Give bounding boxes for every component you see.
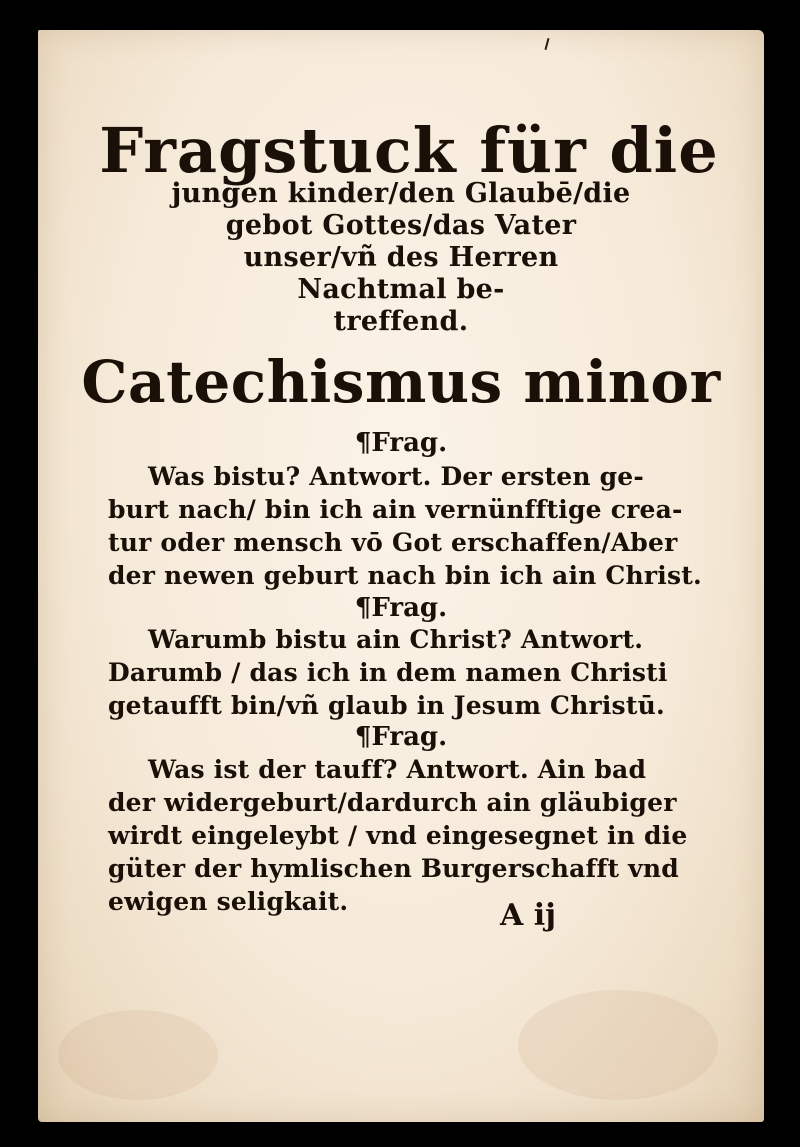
body-line: Darumb / das ich in dem namen Christi bbox=[108, 658, 668, 687]
title-line: treffend. bbox=[333, 306, 469, 337]
body-line: getaufft bin/vñ glaub in Jesum Christū. bbox=[108, 691, 665, 720]
body-line: wirdt eingeleybt / vnd eingesegnet in die bbox=[108, 821, 688, 850]
title-main: Fragstuck für die bbox=[99, 114, 719, 187]
paper-stain bbox=[518, 990, 718, 1100]
body-line: der widergeburt/dardurch ain gläubiger bbox=[108, 788, 677, 817]
title-line: unser/vñ des Herren bbox=[243, 242, 559, 273]
body-line: Was bistu? Antwort. Der ersten ge- bbox=[148, 462, 644, 491]
paper-stain bbox=[58, 1010, 218, 1100]
book-page bbox=[38, 30, 764, 1122]
body-line: tur oder mensch vō Got erschaffen/Aber bbox=[108, 528, 678, 557]
body-line: güter der hymlischen Burgerschafft vnd bbox=[108, 854, 679, 883]
signature-mark: A ij bbox=[500, 898, 556, 933]
section-heading: ¶Frag. bbox=[354, 722, 448, 752]
body-line: der newen geburt nach bin ich ain Christ. bbox=[108, 561, 702, 590]
subtitle: Catechismus minor bbox=[81, 348, 721, 416]
title-line: gebot Gottes/das Vater bbox=[225, 210, 577, 241]
body-line: ewigen seligkait. bbox=[108, 887, 349, 916]
section-heading: ¶Frag. bbox=[354, 428, 448, 458]
ink-mark bbox=[544, 38, 549, 50]
title-line: jungen kinder/den Glaubē/die bbox=[171, 178, 631, 209]
title-line: Nachtmal be- bbox=[297, 274, 505, 305]
body-line: Warumb bistu ain Christ? Antwort. bbox=[148, 625, 644, 654]
body-line: burt nach/ bin ich ain vernünfftige crea- bbox=[108, 495, 683, 524]
body-line: Was ist der tauff? Antwort. Ain bad bbox=[148, 755, 647, 784]
section-heading: ¶Frag. bbox=[354, 593, 448, 623]
